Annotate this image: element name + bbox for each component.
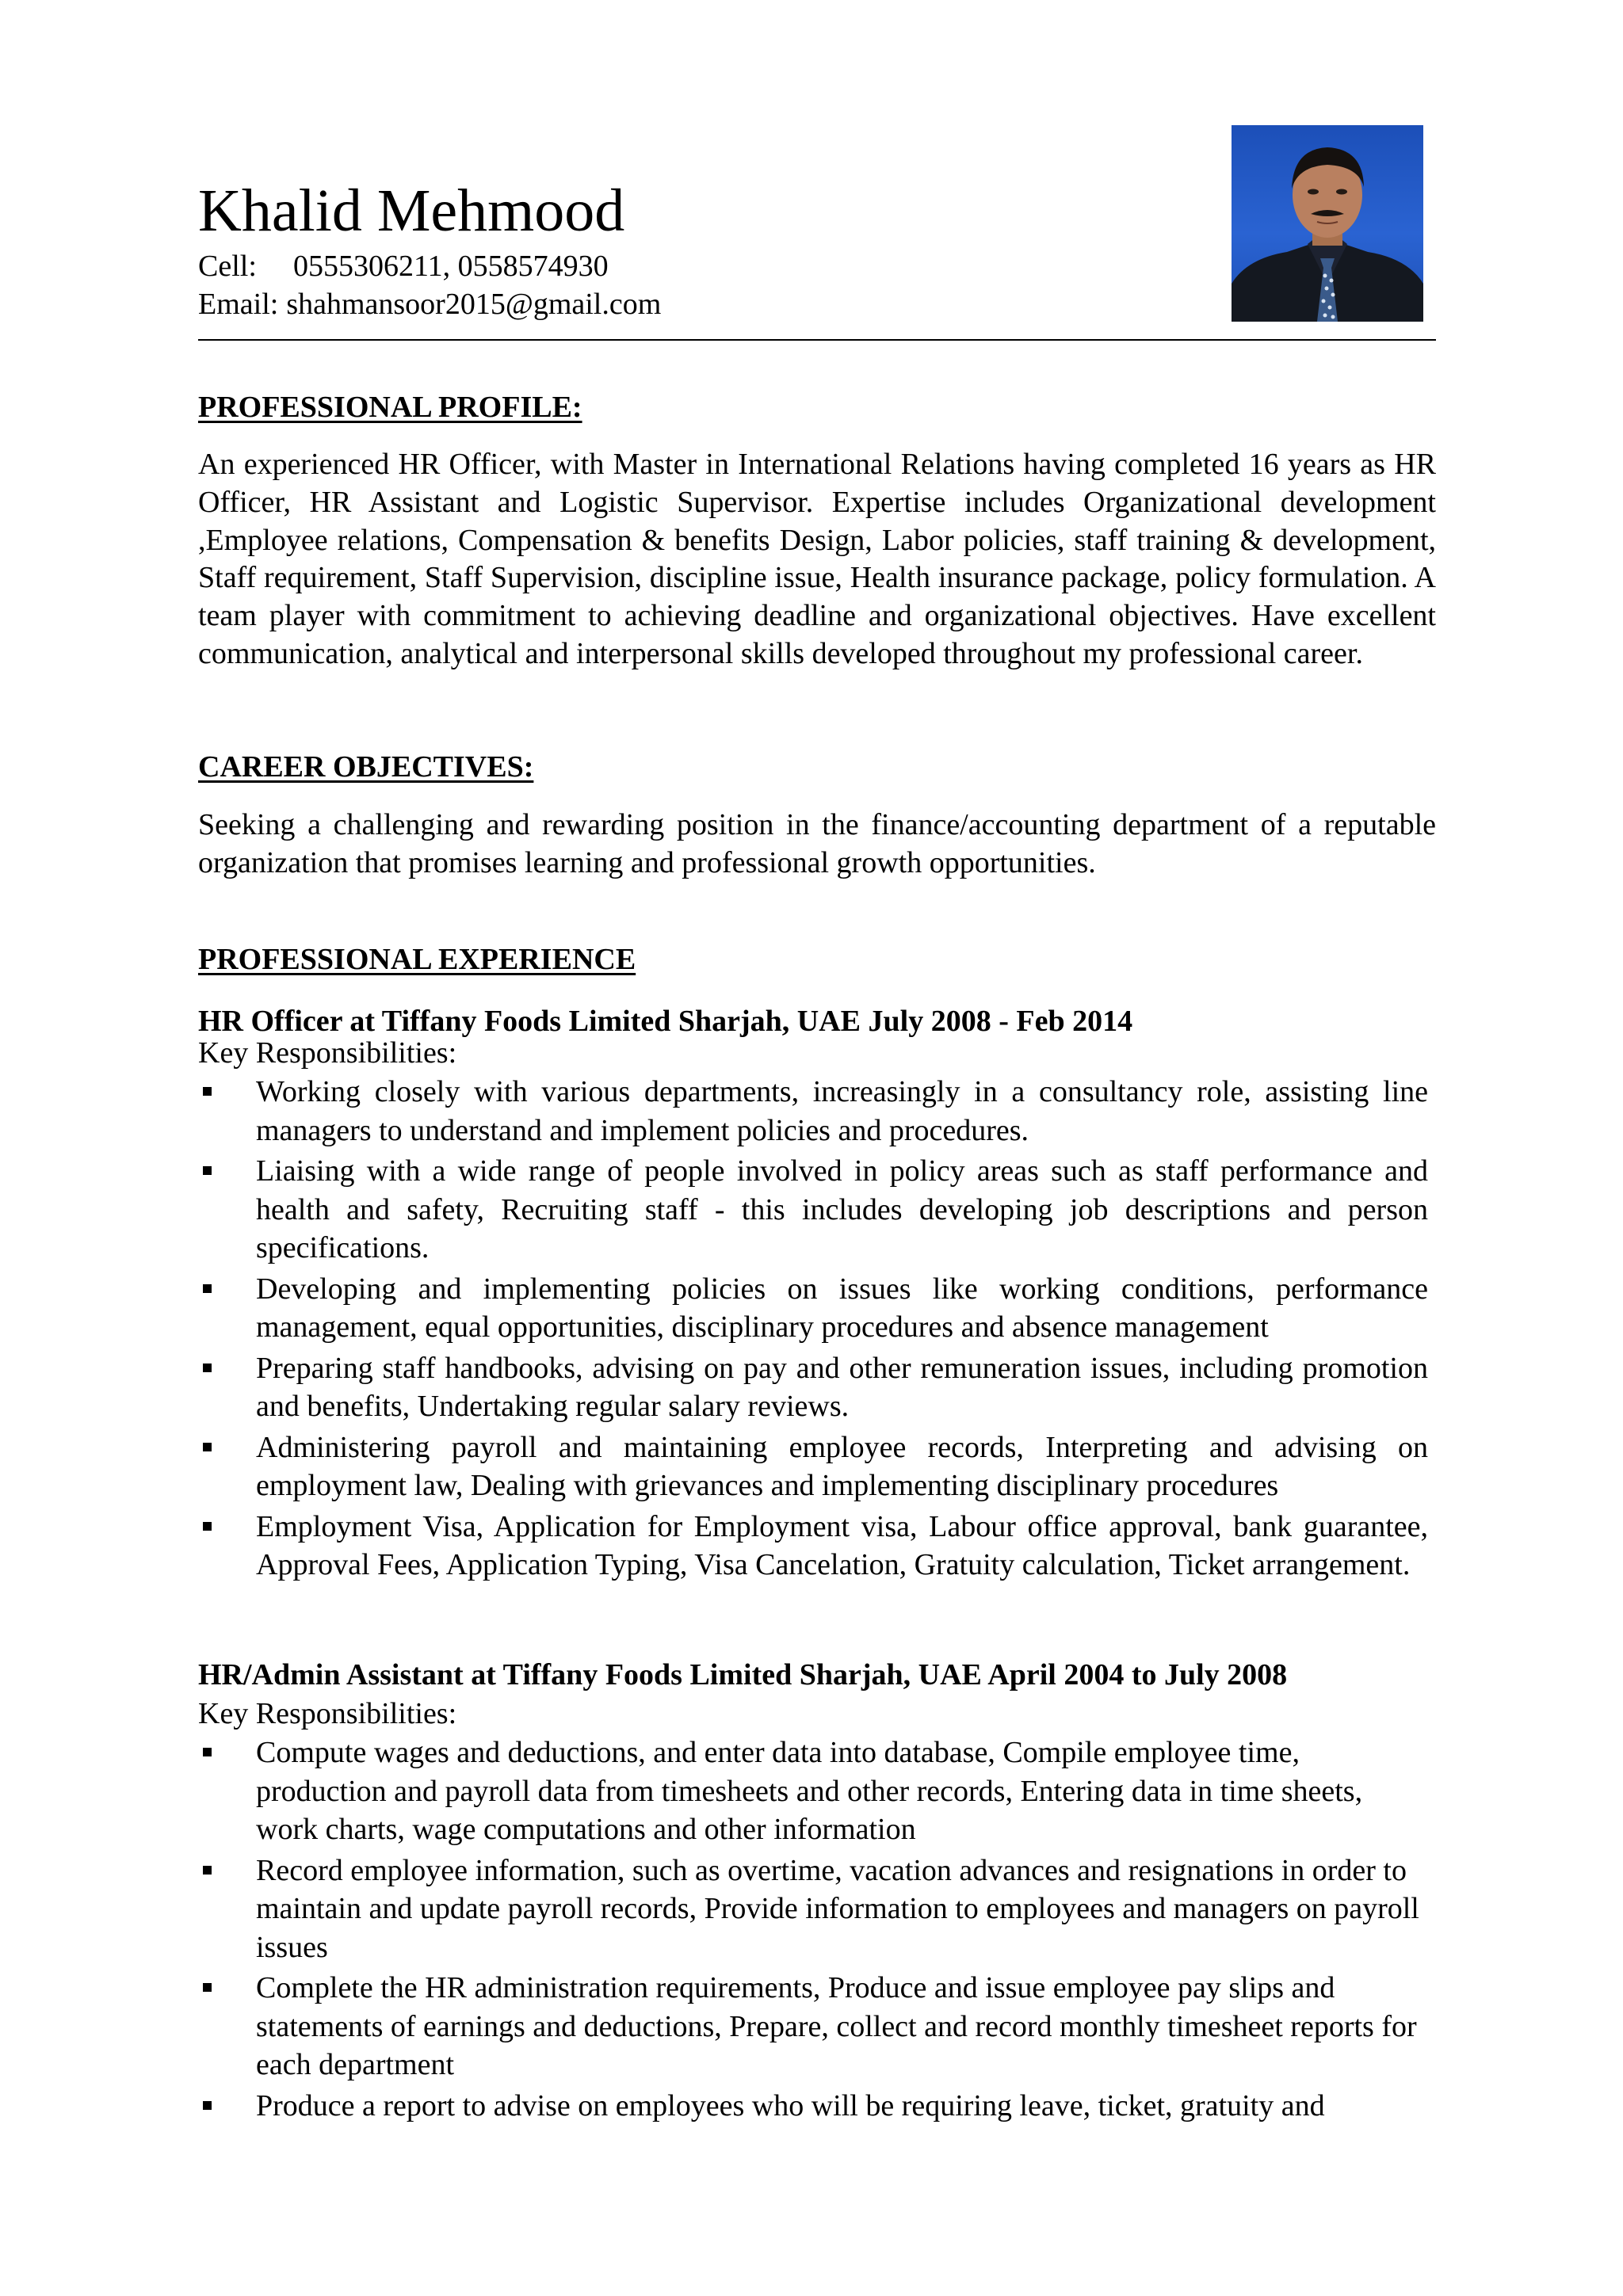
experience-heading: PROFESSIONAL EXPERIENCE bbox=[198, 943, 636, 976]
list-item: Administering payroll and maintaining employee records, Interpreting and advising on employment law, Dealing with grievances and implementing disciplinary procedures bbox=[198, 1428, 1428, 1505]
bullet-icon bbox=[203, 1166, 212, 1175]
bullet-icon bbox=[203, 2101, 212, 2110]
bullet-icon bbox=[203, 1284, 212, 1293]
profile-photo-image bbox=[1232, 125, 1423, 322]
bullet-icon bbox=[203, 1522, 212, 1531]
profile-photo bbox=[1232, 125, 1423, 322]
header-divider bbox=[198, 339, 1436, 341]
bullet-icon bbox=[203, 1983, 212, 1992]
list-item: Working closely with various departments, increasingly in a consultancy role, assisting line managers to understand and implement policies and procedures. bbox=[198, 1073, 1428, 1150]
job-1-title: HR Officer at Tiffany Foods Limited Sharjah, UAE July 2008 - Feb 2014 bbox=[198, 1005, 1133, 1038]
list-item: Compute wages and deductions, and enter data into database, Compile employee time, production and payroll data from timesheets and other records, Entering data in time sheets, work charts, wage computations and other information bbox=[198, 1733, 1428, 1849]
job-1-subtitle: Key Responsibilities: bbox=[198, 1036, 457, 1070]
job-2-subtitle: Key Responsibilities: bbox=[198, 1697, 457, 1730]
objectives-text: Seeking a challenging and rewarding position in the finance/accounting department of a reputable organization that promises learning and professional growth opportunities. bbox=[198, 808, 1436, 879]
email-label: Email: bbox=[198, 288, 279, 321]
list-item: Record employee information, such as overtime, vacation advances and resignations in order to maintain and update payroll records, Provide information to employees and managers on payroll issues bbox=[198, 1852, 1428, 1967]
list-item: Developing and implementing policies on issues like working conditions, performance management, equal opportunities, disciplinary procedures and absence management bbox=[198, 1270, 1428, 1347]
cell-contact bbox=[198, 247, 609, 285]
objectives-heading: CAREER OBJECTIVES: bbox=[198, 750, 534, 784]
candidate-name: Khalid Mehmood bbox=[198, 177, 625, 244]
cell-label: Cell: bbox=[198, 250, 257, 283]
list-item: Liaising with a wide range of people involved in policy areas such as staff performance and health and safety, Recruiting staff - this includes developing job descriptions and person specifications. bbox=[198, 1152, 1428, 1268]
email-value[interactable]: shahmansoor2015@gmail.com bbox=[286, 288, 662, 321]
job-2-responsibilities bbox=[198, 1733, 1428, 2127]
job-2-title: HR/Admin Assistant at Tiffany Foods Limited Sharjah, UAE April 2004 to July 2008 bbox=[198, 1658, 1288, 1691]
list-item: Preparing staff handbooks, advising on pay and other remuneration issues, including promotion and benefits, Undertaking regular salary reviews. bbox=[198, 1349, 1428, 1426]
profile-heading: PROFESSIONAL PROFILE: bbox=[198, 391, 582, 424]
list-item: Employment Visa, Application for Employment visa, Labour office approval, bank guarantee, Approval Fees, Application Typing, Visa Cancelation, Gratuity calculation, Ticket arrangement. bbox=[198, 1508, 1428, 1585]
bullet-icon bbox=[203, 1087, 212, 1096]
cell-value: 0555306211, 0558574930 bbox=[293, 250, 609, 283]
bullet-icon bbox=[203, 1363, 212, 1372]
email-contact bbox=[198, 285, 661, 323]
list-item: Produce a report to advise on employees who will be requiring leave, ticket, gratuity and bbox=[198, 2087, 1428, 2126]
job-1-responsibilities bbox=[198, 1073, 1428, 1587]
bullet-icon bbox=[203, 1443, 212, 1451]
bullet-icon bbox=[203, 1866, 212, 1875]
profile-text: An experienced HR Officer, with Master in International Relations having completed 16 years as HR Officer, HR Assistant and Logistic Supervisor. Expertise includes Organizational development ,Employee relations, Compensation & benefits Design, Labor policies, staff training & development, Staff requirement, Staff Supervision, discipline issue, Health insurance package, policy formulation. A team player with commitment to achieving deadline and organizational objectives. Have excellent communication, analytical and interpersonal skills developed throughout my professional career. bbox=[198, 448, 1436, 670]
bullet-icon bbox=[203, 1748, 212, 1756]
list-item: Complete the HR administration requirements, Produce and issue employee pay slips and statements of earnings and deductions, Prepare, collect and record monthly timesheet reports for each department bbox=[198, 1969, 1428, 2084]
